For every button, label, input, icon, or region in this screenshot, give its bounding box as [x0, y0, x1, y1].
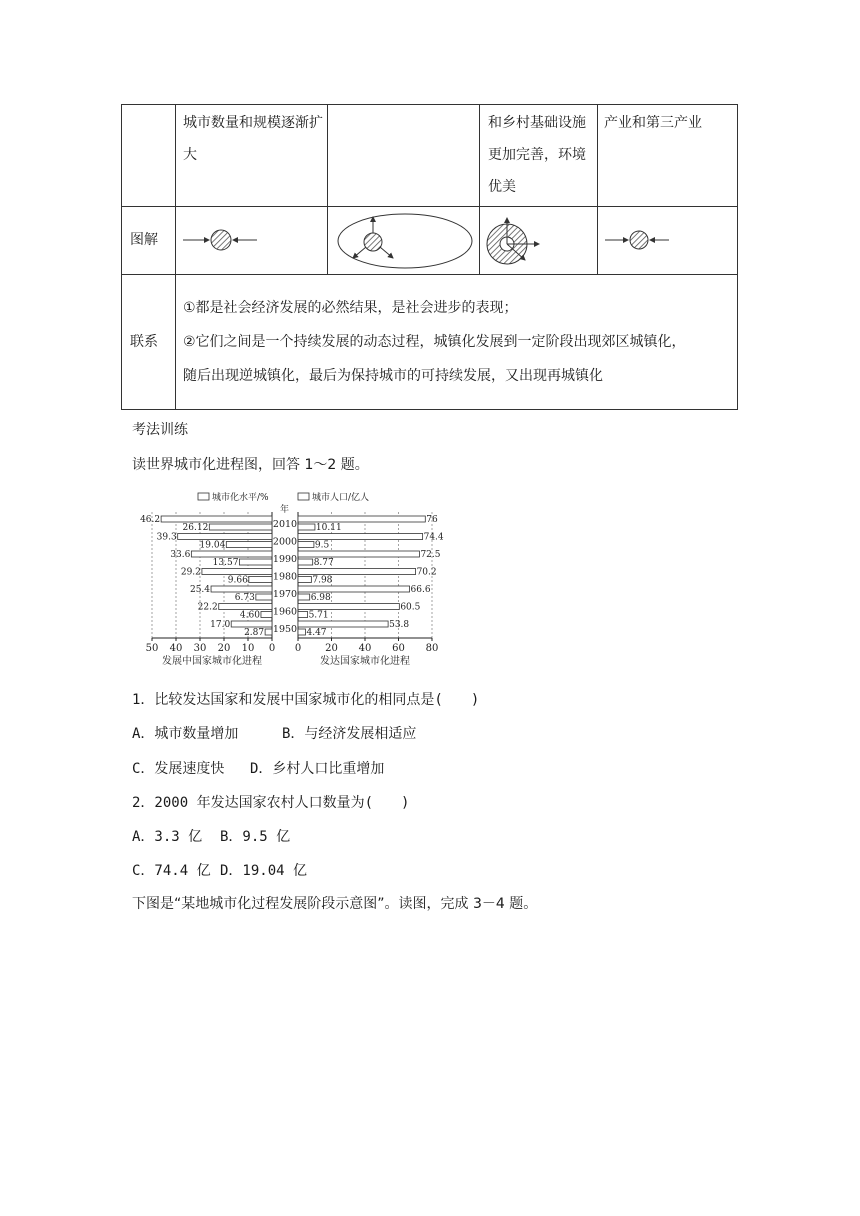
bar-label-right-urbanization: 60.5	[400, 602, 421, 613]
diagram-reurbanization-icon	[603, 222, 683, 258]
bar-left-population	[226, 542, 272, 548]
bar-label-left-population: 2.87	[244, 628, 265, 638]
q2-stem: 2．2000 年发达国家农村人口数量为( )	[132, 795, 410, 811]
bar-left-urbanization	[211, 586, 272, 592]
year-label: 2000	[272, 536, 298, 548]
bar-left-urbanization	[161, 516, 272, 522]
q1-option-b: B．与经济发展相适应	[282, 726, 417, 742]
q1-option-c: C．发展速度快	[132, 761, 225, 777]
diagram-suburbanization-icon	[335, 212, 475, 270]
bar-right-population	[298, 559, 313, 565]
bar-label-left-urbanization: 33.6	[170, 550, 191, 560]
bar-right-population	[298, 577, 311, 583]
bar-right-population	[298, 629, 305, 635]
bar-left-urbanization	[231, 621, 272, 627]
cell-row1-col3: 和乡村基础设施更加完善，环境优美	[488, 115, 586, 195]
bar-left-population	[265, 629, 272, 635]
bar-label-right-population: 6.98	[310, 593, 331, 603]
diagram-counter-urbanization-icon	[485, 214, 565, 270]
q1-option-d: D．乡村人口比重增加	[250, 761, 385, 777]
q2-option-a: A．3.3 亿	[132, 829, 203, 845]
bar-left-population	[261, 612, 272, 618]
year-label: 2010	[272, 519, 298, 530]
comparison-table	[121, 104, 738, 410]
bar-label-right-urbanization: 66.6	[410, 585, 431, 595]
left-tick-label: 30	[193, 643, 207, 654]
right-tick-label: 20	[325, 643, 338, 654]
bar-left-population	[239, 559, 272, 565]
legend-label-urbanization: 城市化水平/%	[212, 493, 269, 503]
bar-label-right-urbanization: 74.4	[423, 532, 444, 543]
left-tick-label: 20	[217, 643, 231, 654]
left-xlabel: 发展中国家城市化进程	[162, 656, 262, 667]
right-tick-label: 0	[294, 643, 302, 654]
bar-left-urbanization	[202, 569, 272, 575]
bar-right-urbanization	[298, 586, 410, 592]
bar-label-left-population: 26.12	[182, 523, 209, 533]
bar-right-population	[298, 542, 314, 548]
bar-label-right-urbanization: 70.2	[416, 567, 437, 578]
bar-right-population	[298, 524, 315, 530]
relation-line-1: ①都是社会经济发展的必然结果，是社会进步的表现；	[183, 300, 518, 316]
row-label-diagram: 图解	[130, 232, 158, 248]
bar-label-left-population: 13.57	[212, 558, 239, 568]
bar-label-left-urbanization: 22.2	[197, 602, 218, 613]
year-label: 1960	[272, 606, 298, 618]
bar-label-left-urbanization: 46.2	[140, 515, 161, 525]
q1-stem: 1．比较发达国家和发展中国家城市化的相同点是( )	[132, 692, 480, 708]
section-title: 考法训练	[132, 422, 188, 438]
q2-option-b: B．9.5 亿	[220, 829, 291, 845]
left-tick-label: 50	[145, 643, 159, 654]
bar-label-right-population: 7.98	[312, 575, 333, 586]
bar-right-urbanization	[298, 551, 419, 557]
q1-option-a: A．城市数量增加	[132, 726, 239, 742]
left-tick-label: 0	[268, 643, 276, 654]
bar-right-urbanization	[298, 516, 425, 522]
bar-label-left-population: 4.60	[239, 610, 260, 621]
bar-right-population	[298, 594, 310, 600]
bar-left-urbanization	[191, 551, 272, 557]
right-tick-label: 40	[358, 643, 372, 654]
bar-label-right-population: 4.47	[306, 628, 327, 638]
cell-row1-col1: 城市数量和规模逐渐扩大	[183, 115, 323, 163]
legend-swatch-population	[298, 493, 309, 500]
diagram-concentration-icon	[181, 222, 261, 258]
bar-label-left-population: 19.04	[199, 540, 226, 551]
bar-left-population	[256, 594, 272, 600]
bar-right-urbanization	[298, 621, 388, 627]
year-label: 1950	[272, 624, 298, 635]
bar-right-population	[298, 612, 308, 618]
bar-left-population	[249, 577, 272, 583]
year-axis-label: 年	[280, 505, 290, 515]
bar-label-right-population: 10.11	[315, 523, 342, 533]
outro-text: 下图是“某地城市化过程发展阶段示意图”。读图，完成 3－4 题。	[132, 896, 538, 912]
bar-label-right-population: 5.71	[308, 610, 329, 621]
relation-line-2: ②它们之间是一个持续发展的动态过程，城镇化发展到一定阶段出现郊区城镇化，	[183, 334, 686, 350]
bar-label-right-urbanization: 53.8	[389, 620, 410, 630]
row-label-relation: 联系	[130, 334, 158, 350]
q2-option-d: D．19.04 亿	[220, 863, 308, 879]
left-tick-label: 40	[169, 643, 183, 654]
bar-label-right-population: 9.5	[314, 540, 330, 551]
bar-label-left-urbanization: 29.2	[180, 567, 201, 578]
bar-left-urbanization	[219, 604, 272, 610]
year-label: 1980	[272, 571, 298, 583]
bar-label-right-urbanization: 72.5	[420, 550, 441, 560]
bar-label-left-urbanization: 25.4	[189, 585, 211, 595]
right-tick-label: 60	[392, 643, 405, 654]
bar-right-urbanization	[298, 604, 399, 610]
year-label: 1990	[272, 554, 298, 565]
legend-label-population: 城市人口/亿人	[312, 493, 370, 503]
bar-label-left-population: 9.66	[227, 575, 248, 586]
bar-label-left-urbanization: 17.0	[210, 620, 231, 630]
bar-label-left-urbanization: 39.3	[156, 532, 177, 543]
left-tick-label: 10	[241, 643, 255, 654]
bar-label-left-population: 6.73	[234, 593, 255, 603]
bar-right-urbanization	[298, 569, 416, 575]
bar-label-right-urbanization: 76	[426, 515, 438, 525]
urbanization-chart	[130, 488, 450, 674]
right-xlabel: 发达国家城市化进程	[320, 656, 410, 667]
bar-label-right-population: 8.77	[313, 558, 334, 568]
legend-swatch-urbanization	[198, 493, 209, 500]
q2-option-c: C．74.4 亿	[132, 863, 211, 879]
bar-left-population	[209, 524, 272, 530]
intro-text: 读世界城市化进程图，回答 1～2 题。	[132, 457, 369, 473]
cell-row1-col4: 产业和第三产业	[604, 115, 702, 131]
year-label: 1970	[272, 589, 298, 600]
right-tick-label: 80	[425, 643, 439, 654]
bar-right-urbanization	[298, 534, 423, 540]
bar-left-urbanization	[178, 534, 272, 540]
relation-line-3: 随后出现逆城镇化，最后为保持城市的可持续发展，又出现再城镇化	[183, 368, 603, 384]
